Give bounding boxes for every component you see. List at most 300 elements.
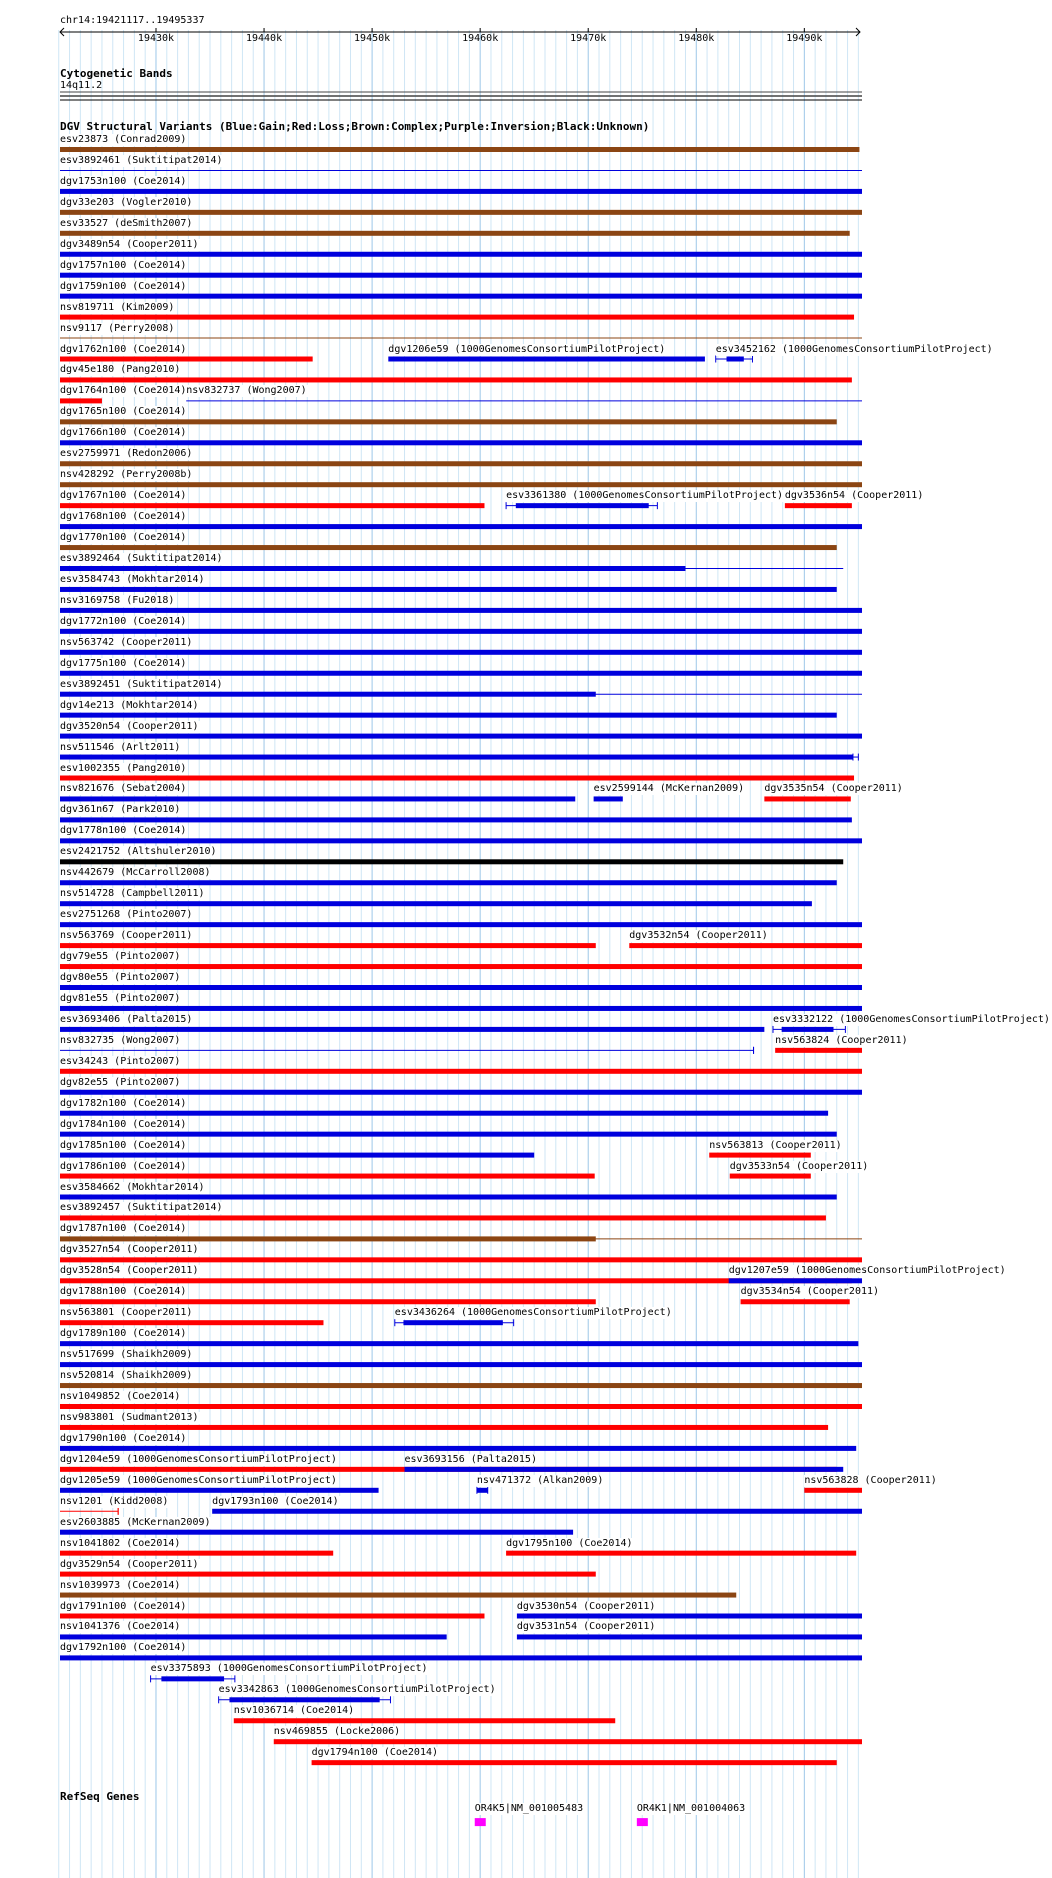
dgv-feature-loss: [629, 943, 862, 948]
dgv-feature-gain: [517, 1614, 862, 1619]
dgv-feature-gain: [60, 608, 862, 613]
dgv-feature-label: dgv45e180 (Pang2010): [60, 364, 181, 376]
refseq-gene-label: OR4K1|NM_001004063: [636, 1803, 746, 1815]
dgv-feature-label: esv2759971 (Redon2006): [60, 448, 193, 460]
dgv-feature-complex: [60, 1383, 862, 1388]
dgv-feature-label: nsv983801 (Sudmant2013): [60, 1411, 199, 1423]
feature-bar: [60, 964, 862, 969]
feature-bar: [60, 189, 862, 194]
dgv-feature-label: dgv3530n54 (Cooper2011): [516, 1600, 656, 1612]
dgv-feature-gain: [60, 629, 862, 634]
feature-bar: [60, 315, 854, 320]
dgv-feature-label: nsv832735 (Wong2007): [60, 1034, 181, 1046]
dgv-feature-complex: [60, 231, 850, 236]
dgv-feature-label: dgv3534n54 (Cooper2011): [740, 1286, 880, 1298]
dgv-feature-gain: [60, 671, 862, 676]
dgv-feature-label: dgv1764n100 (Coe2014): [60, 385, 187, 397]
feature-bar: [60, 671, 862, 676]
dgv-feature-loss: [60, 503, 484, 508]
dgv-feature-gain: [60, 189, 862, 194]
dgv-feature-label: esv3436264 (1000GenomesConsortiumPilotProject): [394, 1307, 672, 1319]
dgv-feature-gain: [60, 734, 862, 739]
dgv-feature-label: esv34243 (Pinto2007): [60, 1055, 181, 1067]
dgv-feature-label: dgv1787n100 (Coe2014): [60, 1223, 187, 1235]
ruler-tick-label: 19450k: [354, 33, 391, 44]
dgv-feature-label: dgv80e55 (Pinto2007): [60, 972, 181, 983]
feature-bar: [60, 713, 837, 718]
dgv-feature-label: dgv1795n100 (Coe2014): [506, 1537, 633, 1549]
dgv-feature-gain: [60, 566, 843, 571]
dgv-feature-label: dgv1790n100 (Coe2014): [60, 1432, 187, 1444]
dgv-feature-unknown: [60, 859, 843, 864]
feature-bar: [60, 357, 313, 362]
dgv-feature-loss: [60, 1551, 333, 1556]
dgv-feature-gain: [405, 1467, 844, 1472]
dgv-feature-label: dgv1789n100 (Coe2014): [60, 1328, 187, 1340]
feature-bar: [60, 252, 862, 257]
dgv-feature-gain: [60, 1341, 858, 1346]
feature-bar: [60, 1488, 379, 1493]
dgv-feature-label: nsv563742 (Cooper2011): [60, 636, 193, 648]
feature-bar: [60, 1027, 764, 1032]
dgv-feature-label: dgv1784n100 (Coe2014): [60, 1118, 187, 1130]
dgv-feature-complex: [60, 147, 859, 152]
dgv-feature-loss: [60, 1069, 862, 1074]
feature-bar: [60, 1362, 862, 1367]
cytoband-track-title: Cytogenetic Bands: [60, 67, 173, 80]
dgv-feature-label: nsv563801 (Cooper2011): [60, 1307, 193, 1319]
dgv-feature-label: dgv1753n100 (Coe2014): [60, 175, 187, 187]
dgv-feature-label: nsv428292 (Perry2008b): [60, 469, 193, 481]
dgv-feature-gain: [60, 796, 575, 801]
dgv-feature-label: dgv82e55 (Pinto2007): [60, 1076, 181, 1088]
dgv-feature-loss: [775, 1048, 862, 1053]
dgv-feature-label: nsv563769 (Cooper2011): [60, 930, 193, 942]
dgv-feature-loss: [506, 1551, 856, 1556]
dgv-feature-loss: [804, 1488, 862, 1493]
dgv-feature-gain: [729, 1278, 862, 1283]
dgv-feature-label: esv3332122 (1000GenomesConsortiumPilotProject): [772, 1013, 1050, 1025]
feature-bar: [312, 1760, 837, 1765]
feature-bar: [60, 1446, 856, 1451]
feature-bar: [60, 503, 484, 508]
dgv-feature-label: nsv563824 (Cooper2011): [775, 1034, 908, 1046]
feature-bar: [60, 294, 862, 299]
dgv-feature-complex: [60, 419, 837, 424]
feature-bar: [60, 859, 843, 864]
feature-bar: [764, 796, 850, 801]
feature-bar: [60, 1572, 596, 1577]
dgv-feature-gain: [60, 817, 852, 822]
dgv-feature-gain: [60, 1446, 856, 1451]
dgv-feature-label: nsv1036714 (Coe2014): [233, 1705, 355, 1717]
dgv-feature-label: esv2599144 (McKernan2009): [593, 783, 745, 795]
feature-bar: [403, 1320, 502, 1325]
feature-bar: [60, 755, 853, 760]
refseq-gene-glyph: [475, 1818, 486, 1826]
dgv-feature-complex: [60, 210, 862, 215]
feature-bar: [60, 1341, 858, 1346]
dgv-feature-label: dgv1206e59 (1000GenomesConsortiumPilotProject): [388, 343, 666, 355]
feature-bar: [60, 608, 862, 613]
feature-bar: [60, 1215, 826, 1220]
dgv-feature-gain: [60, 922, 862, 927]
dgv-feature-gain: [60, 1090, 862, 1095]
dgv-feature-label: dgv1207e59 (1000GenomesConsortiumPilotProject): [728, 1265, 1006, 1277]
dgv-feature-label: dgv3532n54 (Cooper2011): [629, 930, 768, 942]
feature-bar: [60, 901, 812, 906]
refseq-gene-label: OR4K5|NM_001005483: [474, 1803, 584, 1815]
feature-bar: [60, 1090, 862, 1095]
dgv-feature-label: nsv511546 (Arlt2011): [60, 741, 181, 753]
dgv-feature-loss: [785, 503, 852, 508]
dgv-feature-label: dgv1788n100 (Coe2014): [60, 1286, 187, 1298]
feature-bar: [60, 922, 862, 927]
dgv-feature-label: dgv1757n100 (Coe2014): [60, 259, 187, 271]
dgv-feature-loss: [60, 943, 596, 948]
dgv-feature-complex: [60, 461, 862, 466]
dgv-feature-gain: [60, 1132, 837, 1137]
dgv-feature-gain: [60, 1195, 837, 1200]
dgv-feature-label: esv3361380 (1000GenomesConsortiumPilotProject): [506, 490, 784, 502]
feature-bar: [161, 1676, 224, 1681]
dgv-feature-label: esv3375893 (1000GenomesConsortiumPilotProject): [150, 1663, 428, 1675]
feature-bar: [229, 1697, 379, 1702]
feature-bar: [60, 1425, 828, 1430]
dgv-feature-label: nsv514728 (Campbell2011): [60, 888, 205, 900]
feature-bar: [60, 796, 575, 801]
feature-bar: [506, 1551, 856, 1556]
dgv-feature-label: dgv14e213 (Mokhtar2014): [60, 699, 199, 711]
dgv-feature-gain: [60, 587, 837, 592]
feature-bar: [785, 503, 852, 508]
refseq-gene-glyph: [637, 1818, 648, 1826]
dgv-feature-gain: [60, 754, 858, 761]
refseq-track-title: RefSeq Genes: [60, 1790, 140, 1804]
dgv-feature-gain: [60, 713, 837, 718]
dgv-feature-gain: [773, 1026, 845, 1033]
dgv-feature-gain: [60, 1027, 764, 1032]
dgv-feature-gain: [60, 294, 862, 299]
feature-bar: [60, 440, 862, 445]
feature-bar: [60, 880, 837, 885]
dgv-feature-label: dgv1762n100 (Coe2014): [60, 343, 187, 355]
dgv-feature-label: esv3892464 (Suktitipat2014): [60, 553, 223, 564]
dgv-feature-gain: [60, 1488, 379, 1493]
dgv-feature-label: dgv1782n100 (Coe2014): [60, 1097, 187, 1109]
dgv-feature-gain: [594, 796, 623, 801]
dgv-feature-label: esv3892451 (Suktitipat2014): [60, 678, 223, 690]
feature-bar: [60, 1195, 837, 1200]
feature-bar: [477, 1488, 488, 1493]
dgv-feature-label: dgv361n67 (Park2010): [60, 804, 181, 816]
dgv-feature-gain: [60, 1634, 447, 1639]
dgv-feature-label: nsv821676 (Sebat2004): [60, 783, 187, 795]
feature-bar: [60, 1655, 862, 1660]
feature-bar: [60, 231, 850, 236]
feature-bar: [60, 147, 859, 152]
feature-bar: [60, 566, 685, 571]
dgv-feature-gain: [60, 1153, 534, 1158]
dgv-feature-label: nsv563813 (Cooper2011): [709, 1139, 842, 1151]
dgv-feature-label: nsv1201 (Kidd2008): [60, 1495, 169, 1507]
dgv-feature-label: dgv79e55 (Pinto2007): [60, 951, 181, 963]
cytoband-label: 14q11.2: [60, 80, 103, 91]
dgv-feature-label: dgv1792n100 (Coe2014): [60, 1642, 187, 1654]
feature-bar: [60, 1069, 862, 1074]
dgv-feature-label: nsv9117 (Perry2008): [60, 322, 175, 334]
ruler-tick-label: 19430k: [137, 33, 175, 44]
feature-bar: [274, 1739, 862, 1744]
feature-bar: [60, 985, 862, 990]
feature-bar: [60, 1404, 862, 1409]
feature-bar: [60, 1006, 862, 1011]
feature-bar: [60, 210, 862, 215]
dgv-feature-gain: [388, 357, 705, 362]
feature-bar: [60, 1551, 333, 1556]
feature-bar: [517, 1634, 862, 1639]
dgv-feature-gain: [60, 1111, 828, 1116]
dgv-feature-label: nsv1041802 (Coe2014): [60, 1537, 181, 1549]
dgv-feature-gain: [60, 1530, 573, 1535]
dgv-feature-label: dgv1205e59 (1000GenomesConsortiumPilotProject): [60, 1474, 337, 1486]
dgv-feature-label: nsv442679 (McCarroll2008): [60, 867, 211, 879]
feature-bar: [727, 357, 744, 362]
dgv-feature-label: esv2421752 (Altshuler2010): [60, 846, 217, 858]
dgv-feature-label: esv1002355 (Pang2010): [60, 762, 187, 774]
location-label: chr14:19421117..19495337: [60, 15, 205, 26]
dgv-feature-label: dgv1765n100 (Coe2014): [60, 406, 187, 418]
dgv-feature-label: nsv819711 (Kim2009): [60, 301, 175, 313]
dgv-feature-loss: [60, 315, 854, 320]
dgv-feature-label: dgv3531n54 (Cooper2011): [516, 1621, 656, 1633]
dgv-feature-loss: [60, 398, 102, 403]
dgv-feature-label: dgv1786n100 (Coe2014): [60, 1160, 187, 1172]
dgv-feature-gain: [212, 1509, 862, 1514]
dgv-track-title: DGV Structural Variants (Blue:Gain;Red:Loss;Brown:Complex;Purple:Inversion;Black:Unknown): [60, 120, 650, 133]
dgv-feature-label: esv3584662 (Mokhtar2014): [60, 1181, 205, 1193]
feature-bar: [212, 1509, 862, 1514]
feature-bar: [60, 377, 852, 382]
dgv-feature-loss: [709, 1153, 811, 1158]
dgv-feature-label: nsv1039973 (Coe2014): [60, 1579, 181, 1591]
dgv-feature-label: esv3584743 (Mokhtar2014): [60, 573, 205, 585]
feature-bar: [60, 1593, 736, 1598]
feature-bar: [60, 524, 862, 529]
dgv-feature-label: dgv1767n100 (Coe2014): [60, 490, 187, 502]
dgv-feature-complex: [60, 545, 837, 550]
ruler-tick-label: 19470k: [570, 33, 607, 44]
dgv-feature-gain: [60, 692, 862, 697]
dgv-feature-label: nsv517699 (Shaikh2009): [60, 1349, 193, 1361]
dgv-feature-gain: [60, 901, 812, 906]
dgv-feature-label: esv3892461 (Suktitipat2014): [60, 154, 223, 166]
dgv-feature-label: nsv3169758 (Fu2018): [60, 594, 175, 606]
feature-bar: [60, 461, 862, 466]
feature-bar: [60, 1174, 595, 1179]
feature-bar: [775, 1048, 862, 1053]
dgv-feature-gain: [60, 273, 862, 278]
dgv-feature-gain: [60, 985, 862, 990]
feature-bar: [60, 1257, 862, 1262]
feature-bar: [629, 943, 862, 948]
dgv-feature-label: nsv1049852 (Coe2014): [60, 1391, 181, 1402]
dgv-feature-loss: [730, 1174, 811, 1179]
feature-bar: [405, 1467, 844, 1472]
feature-bar: [60, 1111, 828, 1116]
dgv-feature-loss: [60, 1425, 828, 1430]
dgv-feature-label: dgv3489n54 (Cooper2011): [60, 238, 199, 250]
dgv-feature-loss: [60, 377, 852, 382]
dgv-feature-loss: [60, 1257, 862, 1262]
dgv-feature-gain: [506, 502, 657, 509]
dgv-feature-gain: [517, 1634, 862, 1639]
feature-bar: [594, 796, 623, 801]
dgv-feature-label: nsv1041376 (Coe2014): [60, 1621, 181, 1633]
dgv-feature-gain: [60, 440, 862, 445]
feature-bar: [60, 734, 862, 739]
dgv-feature-loss: [274, 1739, 862, 1744]
dgv-feature-gain: [60, 252, 862, 257]
ruler-tick-label: 19460k: [462, 33, 499, 44]
feature-bar: [60, 776, 854, 781]
feature-bar: [60, 1530, 573, 1535]
dgv-feature-loss: [60, 776, 854, 781]
feature-bar: [60, 943, 596, 948]
dgv-feature-gain: [716, 356, 753, 363]
dgv-feature-label: nsv471372 (Alkan2009): [476, 1474, 604, 1486]
dgv-feature-label: esv33527 (deSmith2007): [60, 217, 193, 229]
dgv-feature-label: esv3452162 (1000GenomesConsortiumPilotProject): [715, 343, 993, 355]
feature-bar: [60, 1634, 447, 1639]
dgv-feature-complex: [60, 482, 862, 487]
dgv-feature-loss: [60, 1320, 323, 1325]
dgv-feature-label: nsv832737 (Wong2007): [186, 385, 307, 397]
dgv-feature-loss: [234, 1718, 615, 1723]
dgv-feature-gain: [151, 1675, 235, 1682]
dgv-feature-label: esv3693156 (Palta2015): [404, 1453, 537, 1465]
dgv-feature-label: esv23873 (Conrad2009): [60, 134, 187, 145]
dgv-feature-loss: [60, 1299, 596, 1304]
feature-bar: [709, 1153, 811, 1158]
dgv-feature-label: dgv3536n54 (Cooper2011): [784, 490, 924, 502]
feature-bar: [60, 545, 837, 550]
dgv-feature-label: dgv3528n54 (Cooper2011): [60, 1265, 199, 1277]
dgv-feature-label: dgv1768n100 (Coe2014): [60, 511, 187, 523]
dgv-feature-label: dgv3520n54 (Cooper2011): [60, 720, 199, 732]
dgv-feature-label: esv3342863 (1000GenomesConsortiumPilotProject): [218, 1684, 496, 1696]
dgv-feature-loss: [60, 1404, 862, 1409]
feature-bar: [388, 357, 705, 362]
dgv-feature-gain: [60, 1047, 754, 1054]
dgv-feature-gain: [395, 1319, 514, 1326]
dgv-feature-loss: [741, 1299, 850, 1304]
dgv-feature-gain: [60, 1655, 862, 1660]
feature-bar: [60, 1153, 534, 1158]
dgv-feature-gain: [60, 838, 862, 843]
dgv-feature-loss: [312, 1760, 837, 1765]
dgv-feature-label: dgv1759n100 (Coe2014): [60, 280, 187, 292]
feature-bar: [517, 1614, 862, 1619]
dgv-feature-label: dgv1785n100 (Coe2014): [60, 1139, 187, 1151]
feature-bar: [60, 1132, 837, 1137]
dgv-feature-gain: [60, 880, 837, 885]
dgv-feature-label: esv2603885 (McKernan2009): [60, 1516, 211, 1528]
dgv-feature-label: nsv520814 (Shaikh2009): [60, 1370, 193, 1382]
dgv-feature-label: esv2751268 (Pinto2007): [60, 909, 193, 921]
dgv-feature-loss: [60, 1508, 118, 1515]
dgv-feature-label: dgv1794n100 (Coe2014): [311, 1747, 439, 1759]
dgv-feature-label: dgv1766n100 (Coe2014): [60, 427, 187, 439]
dgv-feature-complex: [60, 1236, 862, 1241]
ruler-tick-label: 19440k: [245, 33, 283, 44]
dgv-feature-gain: [60, 1362, 862, 1367]
feature-bar: [60, 419, 837, 424]
dgv-feature-label: dgv1770n100 (Coe2014): [60, 532, 187, 544]
dgv-feature-loss: [60, 1614, 484, 1619]
feature-bar: [516, 503, 649, 508]
feature-bar: [60, 398, 102, 403]
dgv-feature-gain: [60, 1006, 862, 1011]
feature-bar: [60, 587, 837, 592]
feature-bar: [60, 482, 862, 487]
feature-bar: [60, 838, 862, 843]
dgv-feature-complex: [60, 1593, 736, 1598]
dgv-feature-label: dgv33e203 (Vogler2010): [60, 196, 193, 208]
dgv-feature-loss: [60, 357, 313, 362]
feature-bar: [730, 1174, 811, 1179]
feature-bar: [782, 1027, 834, 1032]
dgv-feature-label: nsv469855 (Locke2006): [273, 1726, 401, 1738]
dgv-feature-label: dgv1204e59 (1000GenomesConsortiumPilotProject): [60, 1453, 337, 1465]
dgv-feature-label: dgv1775n100 (Coe2014): [60, 657, 187, 669]
feature-bar: [60, 273, 862, 278]
dgv-feature-loss: [764, 796, 850, 801]
feature-bar: [60, 1614, 484, 1619]
dgv-feature-label: dgv3533n54 (Cooper2011): [729, 1160, 869, 1172]
dgv-feature-label: dgv1791n100 (Coe2014): [60, 1600, 187, 1612]
dgv-feature-label: dgv1772n100 (Coe2014): [60, 615, 187, 627]
feature-bar: [60, 1236, 596, 1241]
dgv-feature-label: nsv563828 (Cooper2011): [804, 1474, 937, 1486]
feature-bar: [234, 1718, 615, 1723]
feature-bar: [60, 1320, 323, 1325]
dgv-feature-gain: [219, 1696, 391, 1703]
dgv-feature-label: dgv3527n54 (Cooper2011): [60, 1244, 199, 1256]
dgv-feature-label: esv3892457 (Suktitipat2014): [60, 1202, 223, 1214]
feature-bar: [60, 1383, 862, 1388]
feature-bar: [729, 1278, 862, 1283]
dgv-feature-loss: [60, 964, 862, 969]
dgv-feature-gain: [477, 1487, 488, 1494]
dgv-feature-label: dgv81e55 (Pinto2007): [60, 992, 181, 1004]
feature-bar: [60, 692, 596, 697]
dgv-feature-loss: [60, 1215, 826, 1220]
feature-bar: [60, 650, 862, 655]
feature-bar: [741, 1299, 850, 1304]
dgv-feature-label: dgv3529n54 (Cooper2011): [60, 1558, 199, 1570]
feature-bar: [60, 1299, 596, 1304]
dgv-feature-loss: [60, 1174, 595, 1179]
dgv-feature-gain: [60, 650, 862, 655]
dgv-feature-gain: [60, 524, 862, 529]
ruler-tick-label: 19480k: [678, 33, 715, 44]
dgv-feature-loss: [60, 1572, 596, 1577]
feature-bar: [60, 817, 852, 822]
feature-bar: [60, 629, 862, 634]
dgv-feature-label: dgv1793n100 (Coe2014): [212, 1495, 339, 1507]
dgv-feature-label: dgv1778n100 (Coe2014): [60, 825, 187, 837]
